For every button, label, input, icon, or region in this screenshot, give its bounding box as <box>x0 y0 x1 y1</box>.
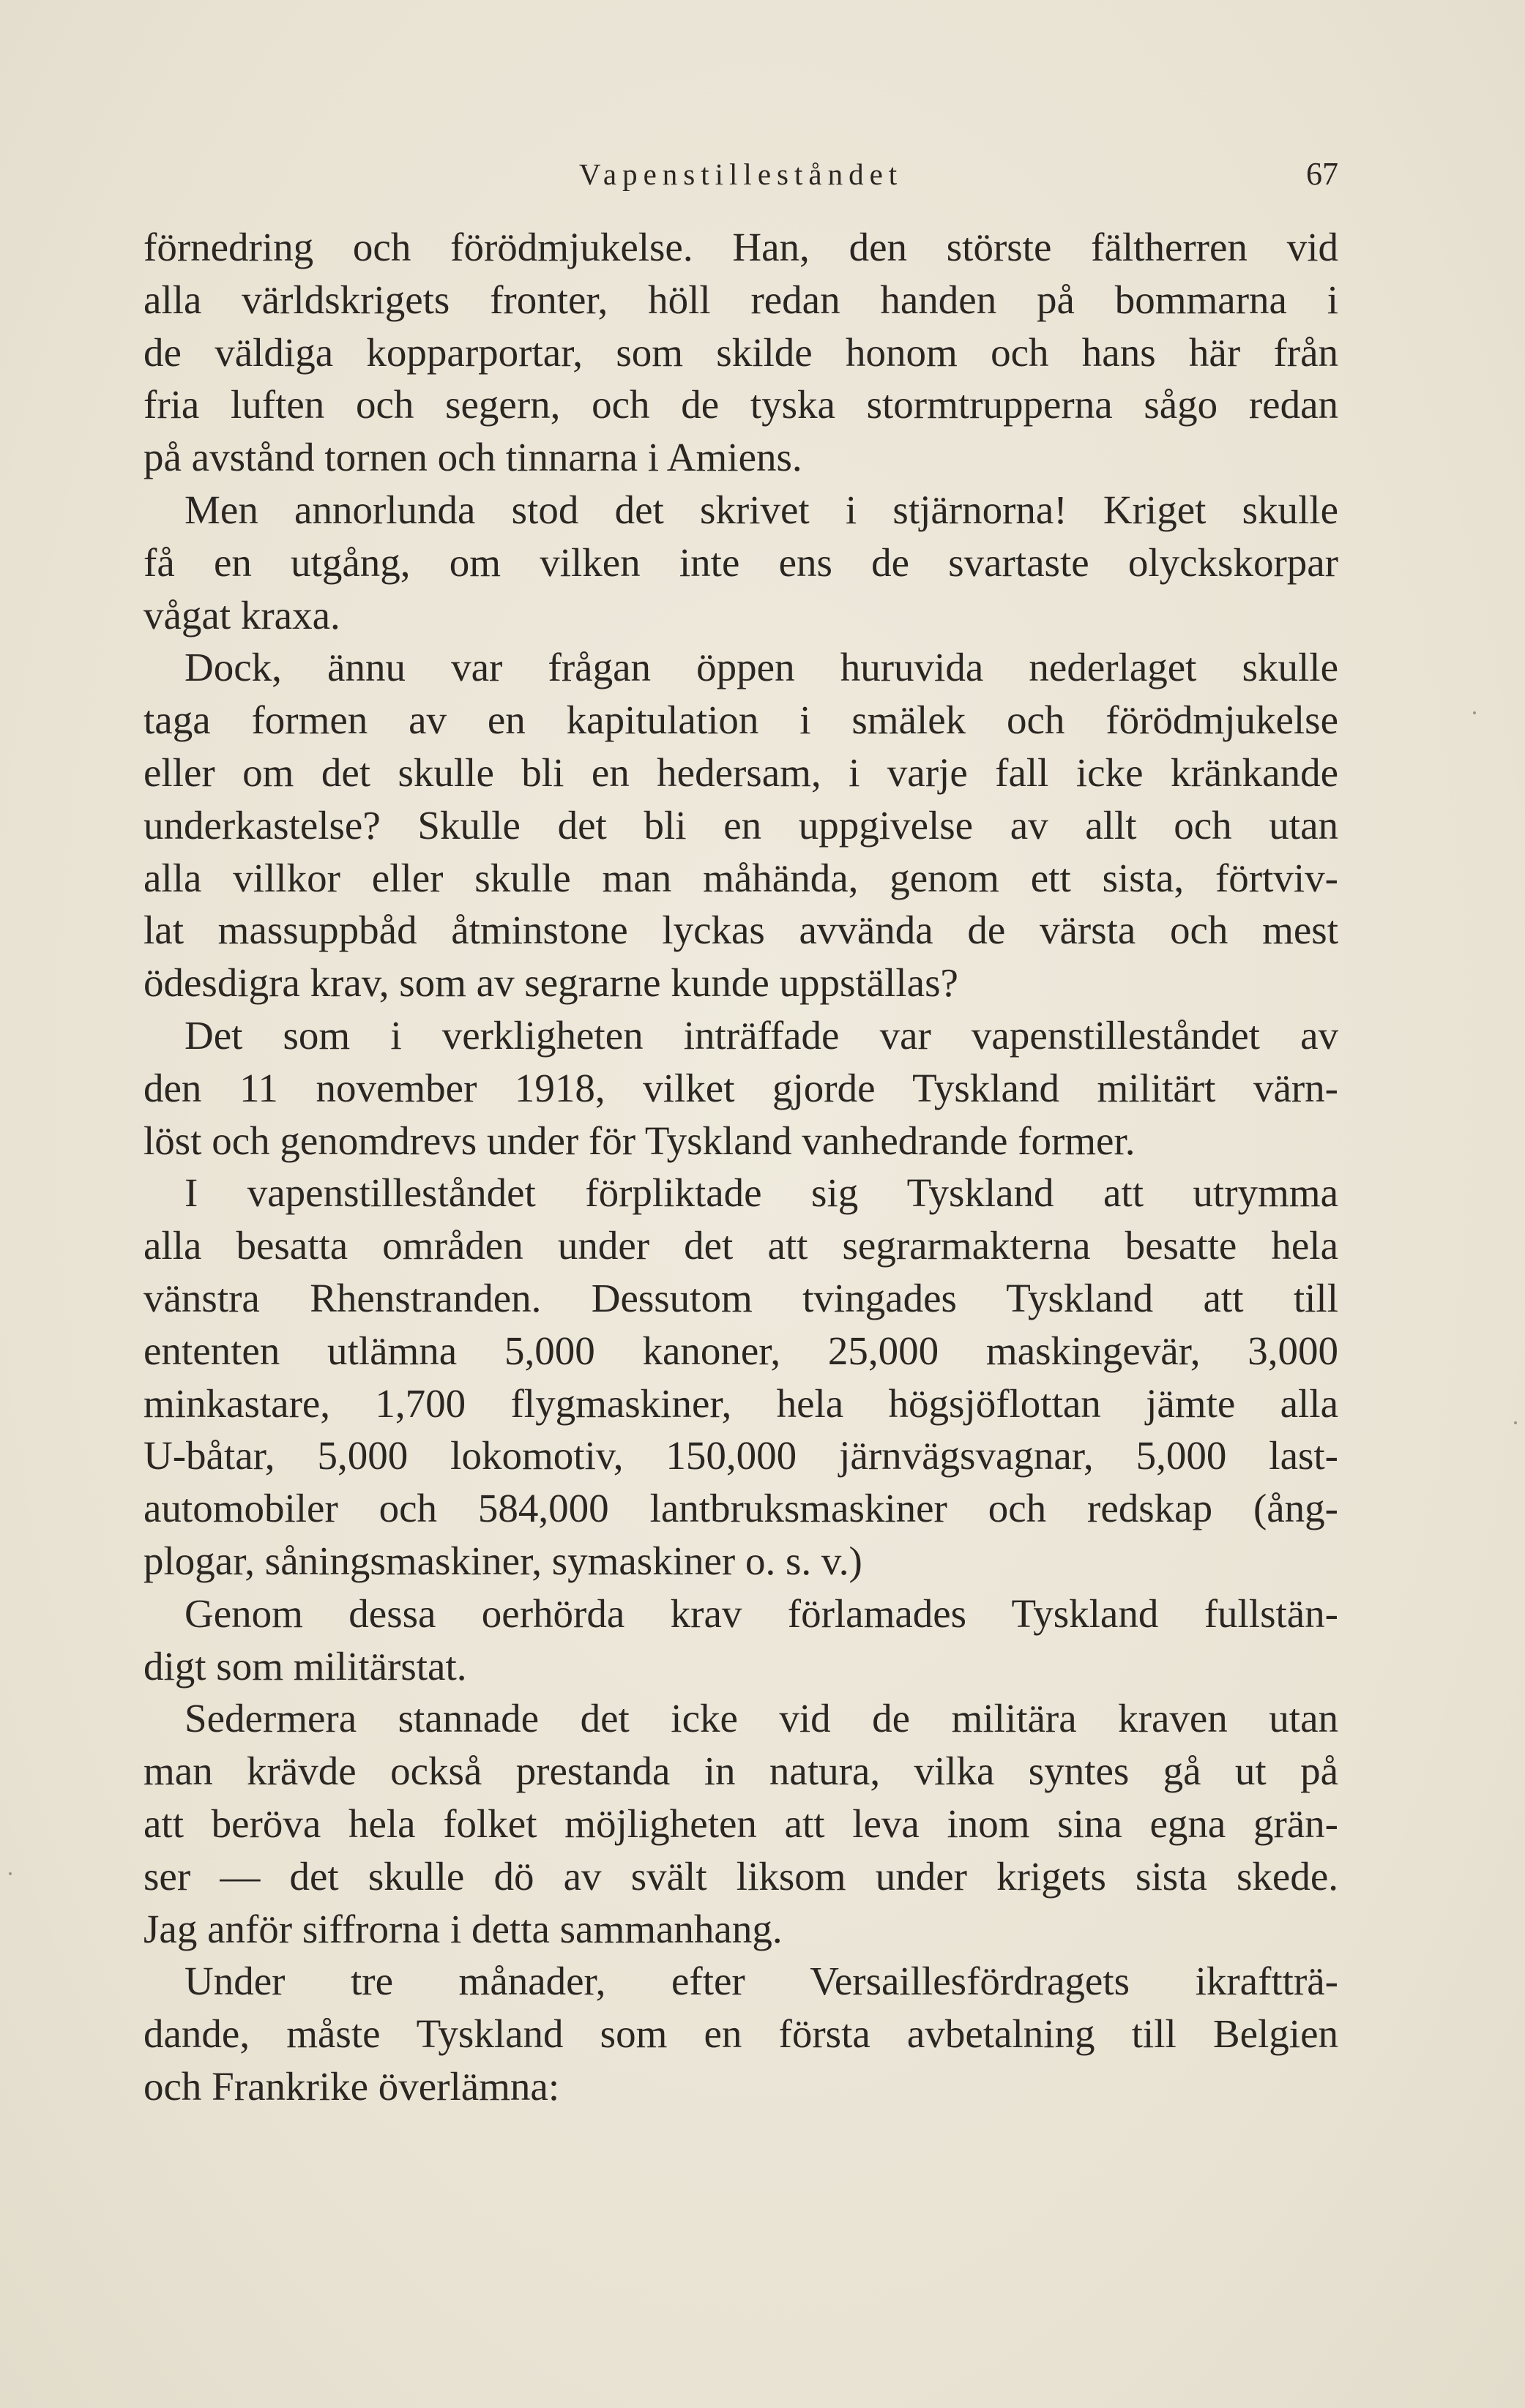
text-line: och Frankrike överlämna: <box>143 2063 560 2109</box>
paper-speck <box>1514 1421 1517 1424</box>
text-line: I vapenstilleståndet förpliktade sig Tyskland att utrymma <box>184 1170 1338 1216</box>
text-line: att beröva hela folket möjligheten att leva inom sina egna grän- <box>143 1801 1338 1846</box>
text-line: alla besatta områden under det att segrarmakterna besatte hela <box>143 1223 1338 1268</box>
text-line: automobiler och 584,000 lantbruksmaskiner och redskap (ång- <box>143 1486 1338 1531</box>
text-line: Sedermera stannade det icke vid de militära kraven utan <box>184 1696 1338 1741</box>
text-line: man krävde också prestanda in natura, vilka syntes gå ut på <box>143 1749 1338 1794</box>
text-line: på avstånd tornen och tinnarna i Amiens. <box>143 435 802 480</box>
text-line: vågat kraxa. <box>143 592 340 637</box>
text-line: alla världskrigets fronter, höll redan handen på bommarna i <box>143 277 1338 322</box>
text-line: minkastare, 1,700 flygmaskiner, hela högsjöflottan jämte alla <box>143 1380 1338 1426</box>
text-line: lat massuppbåd åtminstone lyckas avvända de värsta och mest <box>143 908 1338 953</box>
text-line: Men annorlunda stod det skrivet i stjärnorna! Kriget skulle <box>184 487 1338 532</box>
page-header <box>143 152 1338 203</box>
text-line: Genom dessa oerhörda krav förlamades Tyskland fullstän- <box>184 1590 1338 1636</box>
text-line: få en utgång, om vilken inte ens de svartaste olyckskorpar <box>143 539 1338 585</box>
text-line: löst och genomdrevs under för Tyskland vanhedrande former. <box>143 1118 1136 1163</box>
text-line: Jag anför siffrorna i detta sammanhang. <box>143 1906 783 1951</box>
text-line: underkastelse? Skulle det bli en uppgivelse av allt och utan <box>143 802 1338 848</box>
text-line: de väldiga kopparportar, som skilde honom och hans här från <box>143 329 1338 375</box>
body-text <box>143 221 1338 2113</box>
text-line: ödesdigra krav, som av segrarne kunde uppställas? <box>143 960 958 1006</box>
text-line: fria luften och segern, och de tyska stormtrupperna sågo redan <box>143 382 1338 427</box>
text-line: plogar, såningsmaskiner, symaskiner o. s. v.) <box>143 1538 862 1583</box>
text-line: Det som i verkligheten inträffade var vapenstilleståndet av <box>184 1012 1338 1058</box>
text-line: ser — det skulle dö av svält liksom under krigets sista skede. <box>143 1853 1338 1899</box>
text-line: digt som militärstat. <box>143 1643 467 1689</box>
text-line: Under tre månader, efter Versaillesfördragets ikraftträ- <box>184 1959 1338 2004</box>
running-title: Vapenstilleståndet <box>578 157 903 191</box>
text-line: U-båtar, 5,000 lokomotiv, 150,000 järnvägsvagnar, 5,000 last- <box>143 1433 1338 1478</box>
text-line: Dock, ännu var frågan öppen huruvida nederlaget skulle <box>184 645 1338 690</box>
page-number: 67 <box>1306 156 1338 192</box>
text-line: vänstra Rhenstranden. Dessutom tvingades Tyskland att till <box>143 1275 1338 1320</box>
text-line: förnedring och förödmjukelse. Han, den störste fältherren vid <box>143 225 1338 269</box>
text-line: eller om det skulle bli en hedersam, i varje fall icke kränkande <box>143 749 1338 795</box>
text-line: dande, måste Tyskland som en första avbetalning till Belgien <box>143 2011 1338 2057</box>
text-line: den 11 november 1918, vilket gjorde Tyskland militärt värn- <box>143 1065 1338 1110</box>
paper-speck <box>1473 711 1476 714</box>
text-line: ententen utlämna 5,000 kanoner, 25,000 maskingevär, 3,000 <box>143 1328 1338 1373</box>
text-line: taga formen av en kapitulation i smälek och förödmjukelse <box>143 698 1338 743</box>
text-line: alla villkor eller skulle man måhända, genom ett sista, förtviv- <box>143 855 1338 900</box>
paper-speck <box>9 1872 12 1875</box>
